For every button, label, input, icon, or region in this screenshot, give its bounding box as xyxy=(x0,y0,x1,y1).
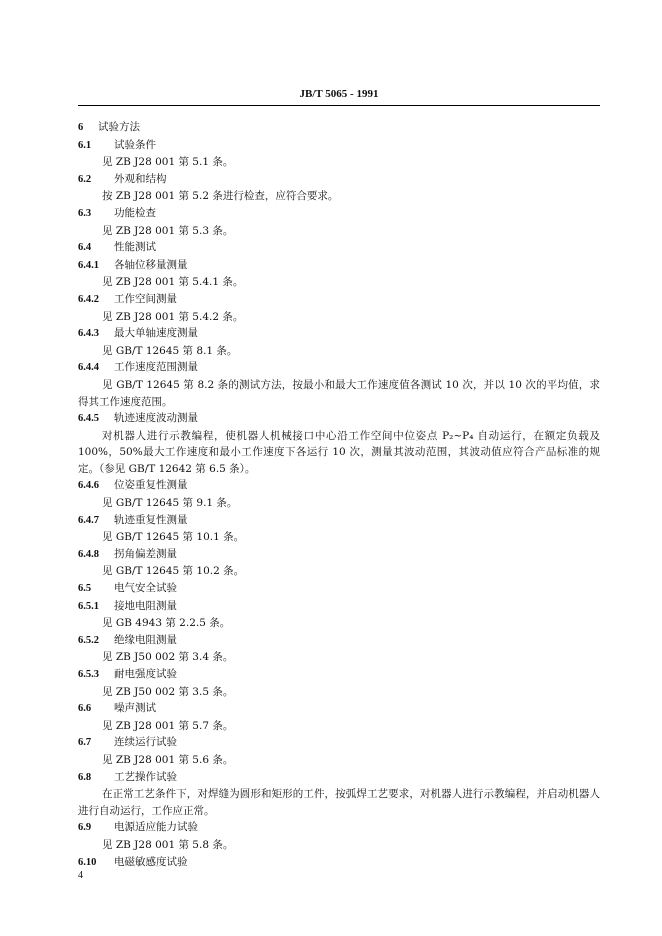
body-line: 见 GB/T 12645 第 10.2 条。 xyxy=(102,565,245,578)
body-line: 见 ZB J28 001 第 5.7 条。 xyxy=(102,719,234,732)
section-number: 6.4.2 xyxy=(78,293,99,305)
section-heading xyxy=(78,700,600,718)
section-number: 6.3 xyxy=(78,207,92,219)
body-line: 见 ZB J28 001 第 5.3 条。 xyxy=(102,224,234,237)
section-title: 电源适应能力试验 xyxy=(114,821,198,834)
section-heading xyxy=(78,257,600,275)
section-title: 连续运行试验 xyxy=(114,736,177,749)
section-number: 6.4.6 xyxy=(78,480,99,492)
section-heading xyxy=(78,819,600,837)
section-heading xyxy=(78,137,600,155)
section-heading xyxy=(78,854,600,872)
section-heading xyxy=(78,598,600,616)
section-heading xyxy=(78,291,600,309)
section-heading xyxy=(78,666,600,684)
body-line: 按 ZB J28 001 第 5.2 条进行检查，应符合要求。 xyxy=(102,190,339,203)
section-heading xyxy=(78,239,600,257)
document-body xyxy=(78,119,600,871)
section-title: 外观和结构 xyxy=(114,172,167,185)
body-paragraph: 在正常工艺条件下，对焊缝为圆形和矩形的工件，按弧焊工艺要求，对机器人进行示教编程，并启动机器人进行自动运行，工作应正常。 xyxy=(78,788,600,817)
body-line: 见 GB 4943 第 2.2.5 条。 xyxy=(102,617,231,630)
header-rule xyxy=(78,105,600,106)
section-number: 6.2 xyxy=(78,173,92,185)
section-number: 6.4.7 xyxy=(78,514,99,526)
section-title: 接地电阻测量 xyxy=(114,599,177,612)
section-heading xyxy=(78,171,600,189)
body-paragraph: 对机器人进行示教编程，使机器人机械接口中心沿工作空间中位姿点 P₂~P₄ 自动运行，在额定负载及 100%，50%最大工作速度和最小工作速度下各运行 10 次，测量其波动范围，其波动值应符合产品标准的规定。（参见 GB/T 12642 第 6.5 条）。 xyxy=(78,429,600,475)
section-number: 6.5 xyxy=(78,583,92,595)
section-title: 试验条件 xyxy=(114,138,156,151)
section-heading xyxy=(78,632,600,650)
section-title: 电气安全试验 xyxy=(114,582,177,595)
section-number: 6.4.8 xyxy=(78,548,99,560)
section-number: 6.7 xyxy=(78,737,92,749)
section-heading xyxy=(78,205,600,223)
section-title: 轨迹速度波动测量 xyxy=(114,412,198,425)
section-number: 6 xyxy=(78,122,84,133)
section-number: 6.6 xyxy=(78,703,92,715)
section-title: 耐电强度试验 xyxy=(114,668,177,680)
section-heading xyxy=(78,325,600,343)
section-number: 6.4.1 xyxy=(78,259,99,271)
page-header: JB/T 5065 - 1991 xyxy=(299,88,379,100)
body-line: 见 GB/T 12645 第 9.1 条。 xyxy=(102,497,238,510)
section-number: 6.8 xyxy=(78,771,92,783)
section-heading xyxy=(78,359,600,377)
page-number: 4 xyxy=(78,870,83,881)
section-number: 6.4.3 xyxy=(78,328,99,340)
section-heading xyxy=(78,410,600,428)
section-number: 6.4.4 xyxy=(78,362,99,374)
body-line: 见 ZB J28 001 第 5.4.1 条。 xyxy=(102,276,244,289)
body-line: 见 ZB J28 001 第 5.8 条。 xyxy=(102,838,234,851)
section-title: 试验方法 xyxy=(98,121,140,133)
section-title: 噪声测试 xyxy=(114,702,156,715)
body-paragraph: 见 GB/T 12645 第 8.2 条的测试方法，按最小和最大工作速度值各测试 10 次，并以 10 次的平均值，求得其工作速度范围。 xyxy=(78,378,600,408)
section-title: 轨迹重复性测量 xyxy=(114,513,188,526)
section-title: 最大单轴速度测量 xyxy=(114,327,198,340)
section-heading xyxy=(78,512,600,530)
section-title: 位姿重复性测量 xyxy=(114,479,188,492)
section-heading xyxy=(78,477,600,495)
section-number: 6.4.5 xyxy=(78,413,99,425)
body-line: 见 ZB J50 002 第 3.4 条。 xyxy=(102,651,234,664)
section-number: 6.9 xyxy=(78,822,92,834)
body-line: 见 ZB J28 001 第 5.1 条。 xyxy=(102,156,234,169)
section-heading xyxy=(78,769,600,787)
section-title: 功能检查 xyxy=(114,206,156,219)
body-line: 见 ZB J50 002 第 3.5 条。 xyxy=(102,685,234,698)
section-title: 绝缘电阻测量 xyxy=(114,633,177,646)
body-line: 见 GB/T 12645 第 10.1 条。 xyxy=(102,531,245,544)
section-heading xyxy=(78,580,600,598)
section-heading xyxy=(78,546,600,564)
section-number: 6.10 xyxy=(78,856,97,868)
section-title: 性能测试 xyxy=(114,241,156,254)
section-number: 6.5.1 xyxy=(78,600,99,612)
section-number: 6.1 xyxy=(78,139,92,151)
section-title: 拐角偏差测量 xyxy=(114,547,177,560)
section-heading xyxy=(78,734,600,752)
section-heading xyxy=(78,119,600,137)
section-number: 6.4 xyxy=(78,242,92,254)
section-number: 6.5.3 xyxy=(78,669,99,680)
section-title: 各轴位移量测量 xyxy=(114,258,188,271)
section-number: 6.5.2 xyxy=(78,634,99,646)
section-title: 工作空间测量 xyxy=(114,292,177,305)
body-line: 见 ZB J28 001 第 5.4.2 条。 xyxy=(102,310,244,323)
section-title: 工作速度范围测量 xyxy=(114,361,198,374)
section-title: 电磁敏感度试验 xyxy=(114,855,188,868)
section-title: 工艺操作试验 xyxy=(114,770,177,783)
body-line: 见 GB/T 12645 第 8.1 条。 xyxy=(102,344,238,357)
body-line: 见 ZB J28 001 第 5.6 条。 xyxy=(102,753,234,766)
